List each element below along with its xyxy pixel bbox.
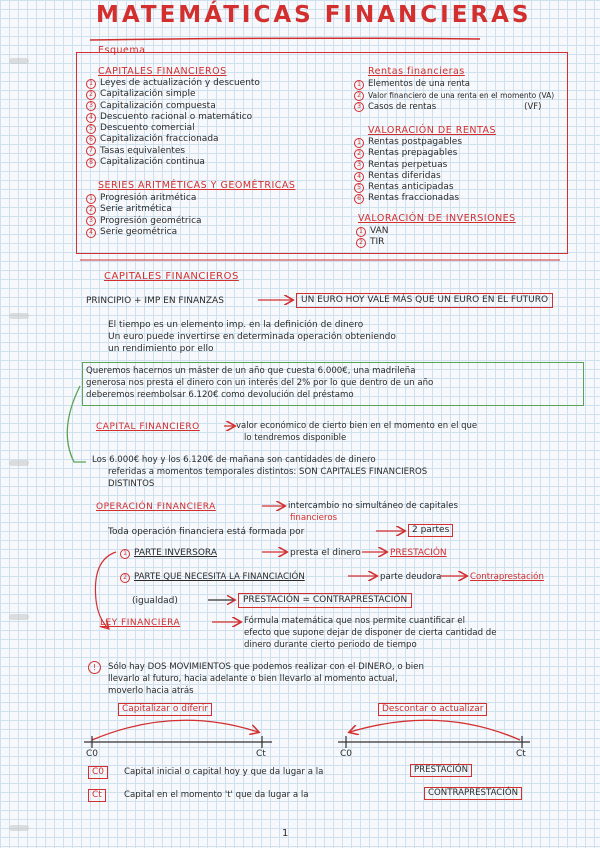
capital-def: lo tendremos disponible [244, 433, 347, 443]
ley-label: LEY FINANCIERA [100, 618, 181, 628]
list-item: 5 Descuento comercial [86, 123, 260, 134]
list-item: 3 Rentas perpetuas [354, 160, 462, 171]
operacion-label: OPERACIÓN FINANCIERA [96, 502, 216, 512]
c0-tag: C0 [88, 766, 108, 779]
page-title: MATEMÁTICAS FINANCIERAS [96, 2, 532, 28]
principio-box: UN EURO HOY VALE MÁS QUE UN EURO EN EL FUTURO [296, 293, 553, 308]
parte1-desc: presta el dinero [290, 548, 361, 558]
list-item: 4 Rentas diferidas [354, 171, 462, 182]
list-item: 5 Rentas anticipadas [354, 182, 462, 193]
series-heading: SERIES ARITMÉTICAS Y GEOMÉTRICAS [98, 180, 296, 191]
c0-label: C0 [86, 749, 99, 759]
capitalizar-box: Capitalizar o diferir [118, 703, 212, 716]
valoracion-heading: VALORACIÓN DE RENTAS [368, 125, 497, 136]
euro-line: Un euro puede invertirse en determinada operación obteniendo [108, 332, 396, 342]
list-item: 1 Elementos de una renta [354, 79, 554, 90]
list-item: 4 Serie geométrica [86, 227, 202, 238]
list-item: 1 Leyes de actualización y descuento [86, 78, 260, 89]
principio-text: PRINCIPIO + IMP EN FINANZAS [86, 296, 224, 306]
ct-def: Capital en el momento 't' que da lugar a la [124, 790, 309, 800]
parte2-result: Contraprestación [470, 572, 544, 582]
solo-line: llevarlo al futuro, hacia adelante o bien llevarlo al momento actual, [108, 674, 398, 684]
ct-def-box: CONTRAPRESTACIÓN [424, 787, 522, 800]
example-line: Queremos hacernos un máster de un año que cuesta 6.000€, una madrileña [86, 366, 416, 376]
list-item: 2 TIR [356, 237, 388, 248]
igualdad-label: (igualdad) [132, 596, 178, 606]
list-item: 2 Serie aritmética [86, 204, 202, 215]
cap-example: Los 6.000€ hoy y los 6.120€ de mañana son cantidades de dinero [92, 455, 376, 465]
list-item: 7 Tasas equivalentes [86, 146, 260, 157]
descontar-box: Descontar o actualizar [378, 703, 487, 716]
list-item: 3 Casos de rentas (VF) [354, 102, 554, 113]
list-item: 1 Rentas postpagables [354, 137, 462, 148]
capitales-heading: CAPITALES FINANCIEROS [98, 66, 227, 77]
toda-line: Toda operación financiera está formada por [108, 527, 305, 537]
igualdad-box: PRESTACIÓN = CONTRAPRESTACIÓN [238, 593, 412, 608]
ct-label: Ct [256, 749, 266, 759]
parte2-row: 2 PARTE QUE NECESITA LA FINANCIACIÓN [120, 572, 305, 583]
list-item: 2 Rentas prepagables [354, 148, 462, 159]
list-item: 3 Progresión geométrica [86, 216, 202, 227]
list-item: 6 Rentas fraccionadas [354, 193, 462, 204]
ct-label: Ct [516, 749, 526, 759]
ct-tag: Ct [88, 789, 106, 802]
ley-def: Fórmula matemática que nos permite cuantificar el [244, 616, 465, 626]
capital-label: CAPITAL FINANCIERO [96, 422, 200, 432]
parte1-row: 1 PARTE INVERSORA [120, 548, 217, 559]
cap-example: DISTINTOS [108, 479, 155, 489]
rentas-heading: Rentas financieras [368, 66, 465, 77]
list-item: 6 Capitalización fraccionada [86, 134, 260, 145]
parte2-desc: parte deudora [380, 572, 442, 582]
warning-icon: ! [88, 661, 101, 674]
solo-line: moverlo hacia atrás [108, 686, 194, 696]
parte1-result: PRESTACIÓN [390, 548, 447, 558]
c0-def: Capital inicial o capital hoy y que da lugar a la [124, 767, 324, 777]
list-item: 1 Progresión aritmética [86, 193, 202, 204]
operacion-def: financieros [290, 513, 338, 523]
section-heading: CAPITALES FINANCIEROS [104, 271, 239, 282]
solo-line: Sólo hay DOS MOVIMIENTOS que podemos realizar con el DINERO, o bien [108, 662, 424, 672]
dos-partes-box: 2 partes [408, 524, 453, 537]
c0-def-box: PRESTACIÓN [410, 764, 472, 777]
c0-label: C0 [340, 749, 353, 759]
capital-def: valor económico de cierto bien en el momento en el que [236, 421, 478, 431]
list-item: 2 Capitalización simple [86, 89, 260, 100]
list-item: 1 VAN [356, 226, 388, 237]
list-item: 2 Valor financiero de una renta en el momento (VA) [354, 90, 554, 101]
ley-def: dinero durante cierto periodo de tiempo [244, 640, 417, 650]
list-item: 3 Capitalización compuesta [86, 101, 260, 112]
list-item: 4 Descuento racional o matemático [86, 112, 260, 123]
cap-example: referidas a momentos temporales distintos: SON CAPITALES FINANCIEROS [108, 467, 428, 477]
list-item: 8 Capitalización continua [86, 157, 260, 168]
inversiones-heading: VALORACIÓN DE INVERSIONES [358, 213, 516, 224]
operacion-def: intercambio no simultáneo de capitales [288, 501, 458, 511]
example-line: generosa nos presta el dinero con un interés del 2% por lo que dentro de un año [86, 378, 434, 388]
page-number: 1 [282, 828, 289, 839]
ley-def: efecto que supone dejar de disponer de cierta cantidad de [244, 628, 497, 638]
example-line: deberemos reembolsar 6.120€ como devolución del préstamo [86, 390, 354, 400]
esquema-label: Esquema [98, 45, 146, 56]
rendimiento-line: un rendimiento por ello [108, 344, 214, 354]
tiempo-line: El tiempo es un elemento imp. en la definición de dinero [108, 320, 364, 330]
